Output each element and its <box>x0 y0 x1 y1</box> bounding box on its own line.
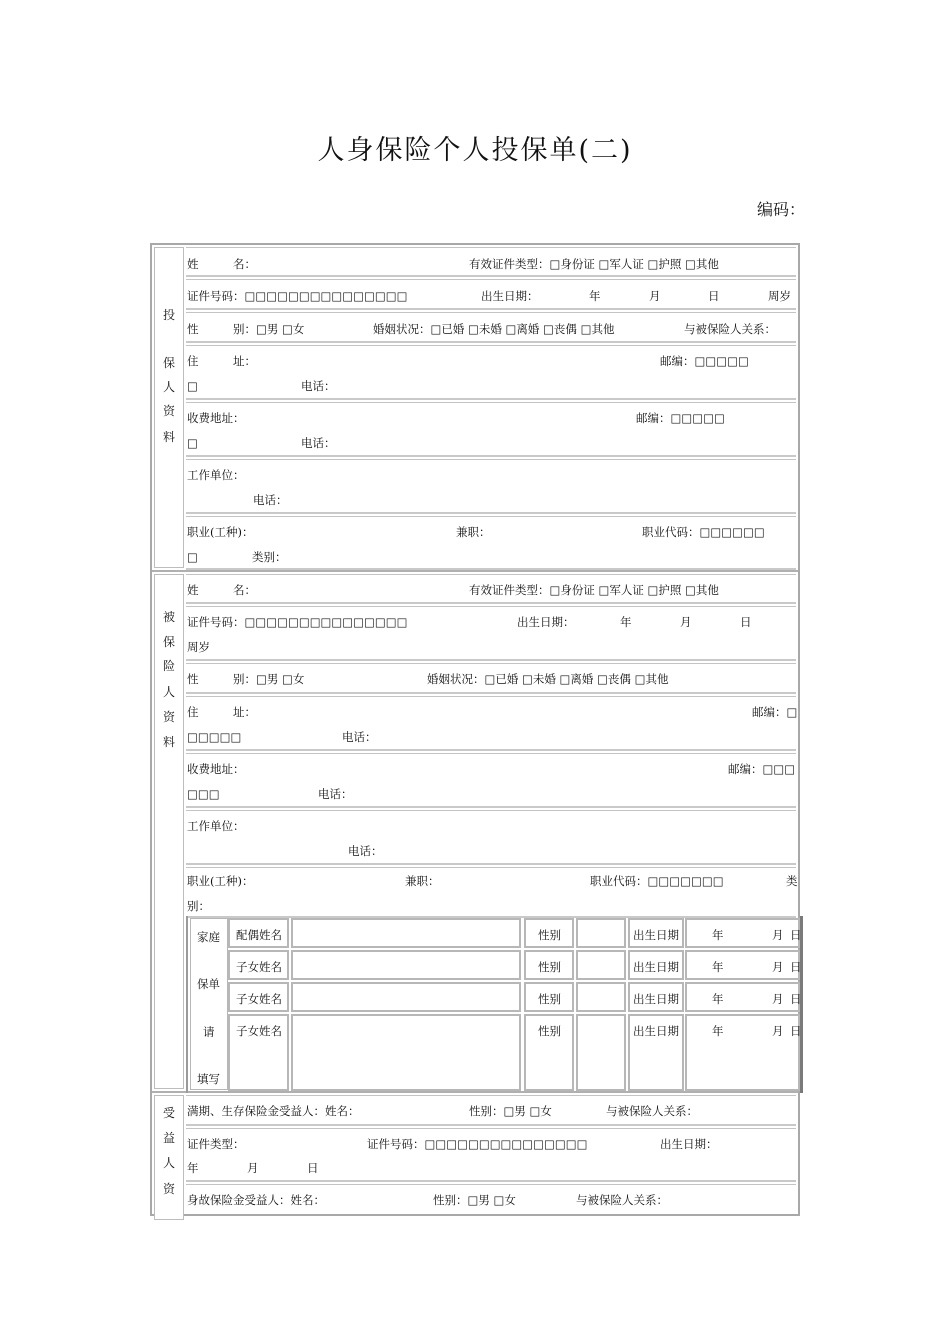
marital-options[interactable]: 婚姻状况：□已婚 □未婚 □离婚 □丧偶 □其他 <box>373 322 615 336</box>
side-char: 险 <box>162 659 175 673</box>
spouse-birth-field[interactable]: 年 月 日 <box>685 918 800 948</box>
job-label: 职业(工种)： <box>187 874 254 888</box>
day-label: 日 <box>740 615 752 629</box>
year-label: 年 <box>620 615 632 629</box>
spouse-name-field[interactable] <box>291 918 521 948</box>
spouse-name-label: 配偶姓名 <box>228 918 289 948</box>
death-beneficiary-row[interactable] <box>186 1184 796 1214</box>
job-label: 职业(工种)： <box>187 525 254 539</box>
family-side-label <box>190 918 228 1090</box>
id-number-field[interactable]: 证件号码：□□□□□□□□□□□□□□□ <box>187 289 408 303</box>
side-char: 保 <box>162 356 175 370</box>
year-label: 年 <box>589 289 601 303</box>
maturity-beneficiary-row[interactable] <box>186 1095 796 1126</box>
beneficiary-side-label <box>154 1095 184 1220</box>
insured-employer-row[interactable] <box>186 810 796 865</box>
side-char: 资 <box>162 404 175 418</box>
family-side-text: 填写 <box>197 1072 220 1086</box>
insured-billing-row[interactable] <box>186 753 796 808</box>
side-char: 资 <box>162 710 175 724</box>
zip-field[interactable]: 邮编：□ <box>752 705 798 719</box>
spouse-sex-field[interactable] <box>576 918 626 948</box>
year-label: 年 <box>187 1161 199 1175</box>
insured-address-row[interactable] <box>186 696 796 751</box>
marital-options[interactable]: 婚姻状况：□已婚 □未婚 □离婚 □丧偶 □其他 <box>427 672 669 686</box>
phone-label: 电话： <box>318 787 353 801</box>
address-label: 住 址： <box>187 354 256 368</box>
family-policy-table <box>186 916 803 1093</box>
day-label: 日 <box>307 1161 319 1175</box>
month-label: 月 <box>649 289 661 303</box>
id-number-field[interactable]: 证件号码：□□□□□□□□□□□□□□□ <box>187 615 408 629</box>
child-sex-field[interactable] <box>576 1014 626 1091</box>
employer-label: 工作单位： <box>187 468 245 482</box>
parttime-label: 兼职： <box>456 525 491 539</box>
death-name-label: 身故保险金受益人：姓名： <box>187 1193 325 1207</box>
phone-label: 电话： <box>348 844 383 858</box>
child-sex-label: 性别 <box>524 982 574 1012</box>
child-sex-label: 性别 <box>524 950 574 980</box>
beneficiary-section <box>152 1093 798 1214</box>
side-char: 料 <box>162 430 175 444</box>
address-label: 住 址： <box>187 705 256 719</box>
side-char: 资 <box>162 1182 175 1196</box>
relation-label: 与被保险人关系： <box>684 322 776 336</box>
phone-label: 电话： <box>301 379 336 393</box>
parttime-label: 兼职： <box>405 874 440 888</box>
side-char: 料 <box>162 735 175 749</box>
zip-field[interactable]: 邮编：□□□ <box>728 762 796 776</box>
zip-field[interactable]: 邮编：□□□□□ <box>636 411 725 425</box>
name-label: 姓 名： <box>187 257 256 271</box>
insured-job-row[interactable] <box>186 867 796 918</box>
phone-label: 电话： <box>342 730 377 744</box>
child-sex-field[interactable] <box>576 982 626 1012</box>
child-name-field[interactable] <box>291 982 521 1012</box>
day-label: 日 <box>708 289 720 303</box>
id-type-options[interactable]: 有效证件类型：□身份证 □军人证 □护照 □其他 <box>469 583 719 597</box>
insured-sex-row[interactable] <box>186 663 796 694</box>
relation-label: 与被保险人关系： <box>576 1193 668 1207</box>
side-char: 投 <box>162 308 175 322</box>
zip-field[interactable]: □□□□□ <box>187 730 242 744</box>
category-label: 类别： <box>252 550 287 564</box>
sex-options[interactable]: 性 别：□男 □女 <box>187 672 305 686</box>
applicant-side-label <box>154 247 184 568</box>
zip-box[interactable]: □ <box>187 550 198 564</box>
insured-section <box>152 572 802 1093</box>
spouse-birth-label: 出生日期 <box>628 918 684 948</box>
child-sex-label: 性别 <box>524 1014 574 1091</box>
side-char: 人 <box>162 685 175 699</box>
side-char: 人 <box>162 1156 175 1170</box>
month-label: 月 <box>680 615 692 629</box>
applicant-billing-row[interactable] <box>186 402 796 457</box>
zip-box[interactable]: □ <box>187 379 198 393</box>
child-name-label: 子女姓名 <box>228 982 289 1012</box>
child-name-field[interactable] <box>291 950 521 980</box>
category-label: 别： <box>187 899 210 913</box>
child-birth-field[interactable]: 年 月 日 <box>685 1014 800 1091</box>
maturity-name-label: 满期、生存保险金受益人：姓名： <box>187 1104 360 1118</box>
zip-box[interactable]: □ <box>187 436 198 450</box>
child-birth-label: 出生日期 <box>628 982 684 1012</box>
applicant-job-row[interactable] <box>186 516 796 570</box>
beneficiary-rows <box>186 1095 796 1212</box>
relation-label: 与被保险人关系： <box>606 1104 698 1118</box>
child-birth-field[interactable]: 年 月 日 <box>685 982 800 1012</box>
id-number-field[interactable]: 证件号码：□□□□□□□□□□□□□□□ <box>367 1137 588 1151</box>
application-form <box>150 243 800 1216</box>
spouse-sex-label: 性别 <box>524 918 574 948</box>
beneficiary-id-row[interactable] <box>186 1128 796 1182</box>
applicant-section <box>152 245 798 572</box>
form-title: 人身保险个人投保单(二) <box>317 135 633 166</box>
insured-name-row[interactable] <box>186 574 796 604</box>
insured-side-label <box>154 574 184 1089</box>
zip-field[interactable]: □□□ <box>187 787 220 801</box>
billing-label: 收费地址： <box>187 411 245 425</box>
id-type-options[interactable]: 有效证件类型：□身份证 □军人证 □护照 □其他 <box>469 257 719 271</box>
child-name-field[interactable] <box>291 1014 521 1091</box>
id-type-label: 证件类型： <box>187 1137 245 1151</box>
child-birth-label: 出生日期 <box>628 1014 684 1091</box>
category-label: 类 <box>786 874 798 888</box>
child-name-label: 子女姓名 <box>228 950 289 980</box>
applicant-rows <box>186 247 796 568</box>
jobcode-field[interactable]: 职业代码：□□□□□□□ <box>590 874 724 888</box>
sex-options[interactable]: 性别：□男 □女 <box>433 1193 516 1207</box>
sex-options[interactable]: 性别：□男 □女 <box>469 1104 552 1118</box>
side-char: 受 <box>162 1106 175 1120</box>
employer-label: 工作单位： <box>187 819 245 833</box>
child-name-label: 子女姓名 <box>228 1014 289 1091</box>
applicant-id-row[interactable] <box>186 279 796 310</box>
phone-label: 电话： <box>253 493 288 507</box>
birth-label: 出生日期： <box>660 1137 718 1151</box>
age-label: 周岁 <box>768 289 791 303</box>
family-side-text: 请 <box>203 1025 215 1039</box>
side-char: 益 <box>162 1131 175 1145</box>
family-side-text: 保单 <box>197 977 220 991</box>
applicant-name-row[interactable] <box>186 247 796 277</box>
applicant-employer-row[interactable] <box>186 459 796 514</box>
birth-label: 出生日期： <box>481 289 539 303</box>
applicant-sex-row[interactable] <box>186 312 796 343</box>
code-label: 编码： <box>757 200 806 219</box>
zip-field[interactable]: 邮编：□□□□□ <box>660 354 749 368</box>
age-label: 周岁 <box>187 640 210 654</box>
child-birth-label: 出生日期 <box>628 950 684 980</box>
applicant-address-row[interactable] <box>186 345 796 400</box>
insured-id-row[interactable] <box>186 606 796 661</box>
side-char: 保 <box>162 635 175 649</box>
side-char: 人 <box>162 380 175 394</box>
billing-label: 收费地址： <box>187 762 245 776</box>
jobcode-field[interactable]: 职业代码：□□□□□□ <box>642 525 765 539</box>
child-birth-field[interactable]: 年 月 日 <box>685 950 800 980</box>
sex-options[interactable]: 性 别：□男 □女 <box>187 322 305 336</box>
family-side-text: 家庭 <box>197 930 220 944</box>
month-label: 月 <box>247 1161 259 1175</box>
child-sex-field[interactable] <box>576 950 626 980</box>
name-label: 姓 名： <box>187 583 256 597</box>
side-char: 被 <box>162 610 175 624</box>
phone-label: 电话： <box>301 436 336 450</box>
birth-label: 出生日期： <box>517 615 575 629</box>
